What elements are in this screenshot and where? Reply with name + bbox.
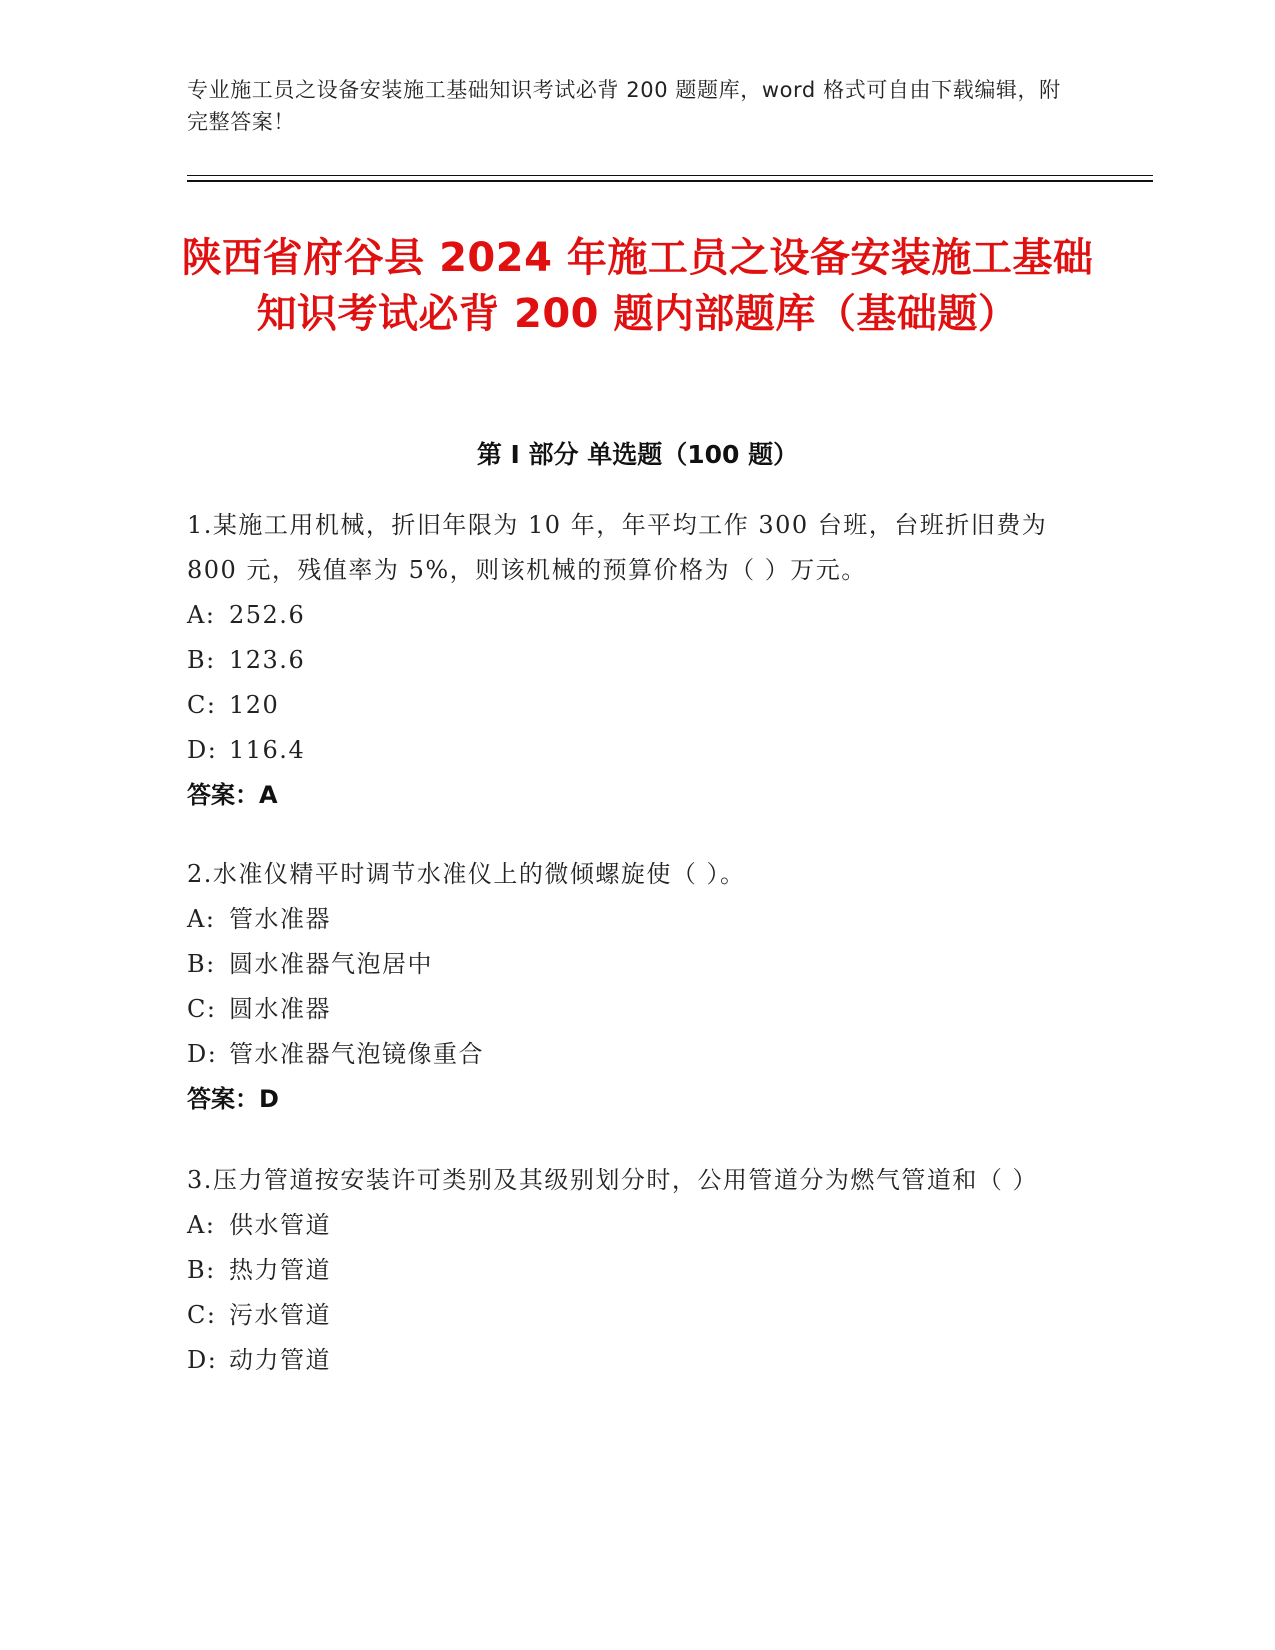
option-text: 圆水准器 [229, 995, 331, 1023]
option-d [187, 1032, 1067, 1077]
option-text: 120 [229, 691, 280, 719]
option-text: 管水准器 [229, 905, 331, 933]
question-text: 1.某施工用机械，折旧年限为 10 年，年平均工作 300 台班，台班折旧费为 800 元，残值率为 5%，则该机械的预算价格为（ ）万元。 [187, 511, 1048, 584]
question-3 [187, 1158, 1067, 1383]
option-key: C: [187, 1301, 217, 1329]
option-d [187, 728, 1067, 773]
option-b [187, 638, 1067, 683]
option-b [187, 1248, 1067, 1293]
option-text: 污水管道 [229, 1301, 331, 1329]
option-text: 动力管道 [229, 1346, 331, 1374]
option-text: 116.4 [229, 736, 306, 764]
header-note: 专业施工员之设备安装施工基础知识考试必背 200 题题库，word 格式可自由下载编辑，附完整答案！ [187, 78, 1061, 134]
option-key: C: [187, 691, 217, 719]
option-key: B: [187, 1256, 216, 1284]
option-b [187, 942, 1067, 987]
question-1 [187, 503, 1067, 818]
section-title: 第 I 部分 单选题（100 题） [476, 440, 799, 469]
option-key: D: [187, 736, 218, 764]
option-key: D: [187, 1040, 218, 1068]
option-text: 热力管道 [229, 1256, 331, 1284]
option-c [187, 683, 1067, 728]
option-c [187, 987, 1067, 1032]
option-a [187, 897, 1067, 942]
question-text: 3.压力管道按安装许可类别及其级别划分时，公用管道分为燃气管道和（ ） [187, 1166, 1039, 1194]
option-a [187, 593, 1067, 638]
question-text: 2.水准仪精平时调节水准仪上的微倾螺旋使（ ）。 [187, 860, 746, 888]
document-title: 陕西省府谷县 2024 年施工员之设备安装施工基础知识考试必背 200 题内部题库（基础题） [181, 235, 1094, 337]
answer: 答案：A [187, 781, 278, 809]
option-key: B: [187, 646, 216, 674]
option-d [187, 1338, 1067, 1383]
option-a [187, 1203, 1067, 1248]
option-key: C: [187, 995, 217, 1023]
option-text: 123.6 [229, 646, 306, 674]
option-text: 供水管道 [229, 1211, 331, 1239]
option-key: A: [187, 601, 216, 629]
question-2 [187, 852, 1067, 1122]
header-divider-thin [187, 175, 1153, 176]
option-key: A: [187, 1211, 216, 1239]
option-key: B: [187, 950, 216, 978]
option-c [187, 1293, 1067, 1338]
answer: 答案：D [187, 1085, 279, 1113]
option-text: 管水准器气泡镜像重合 [229, 1040, 484, 1068]
header-divider-thick [187, 180, 1153, 182]
option-key: A: [187, 905, 216, 933]
option-key: D: [187, 1346, 218, 1374]
option-text: 圆水准器气泡居中 [229, 950, 433, 978]
option-text: 252.6 [229, 601, 306, 629]
